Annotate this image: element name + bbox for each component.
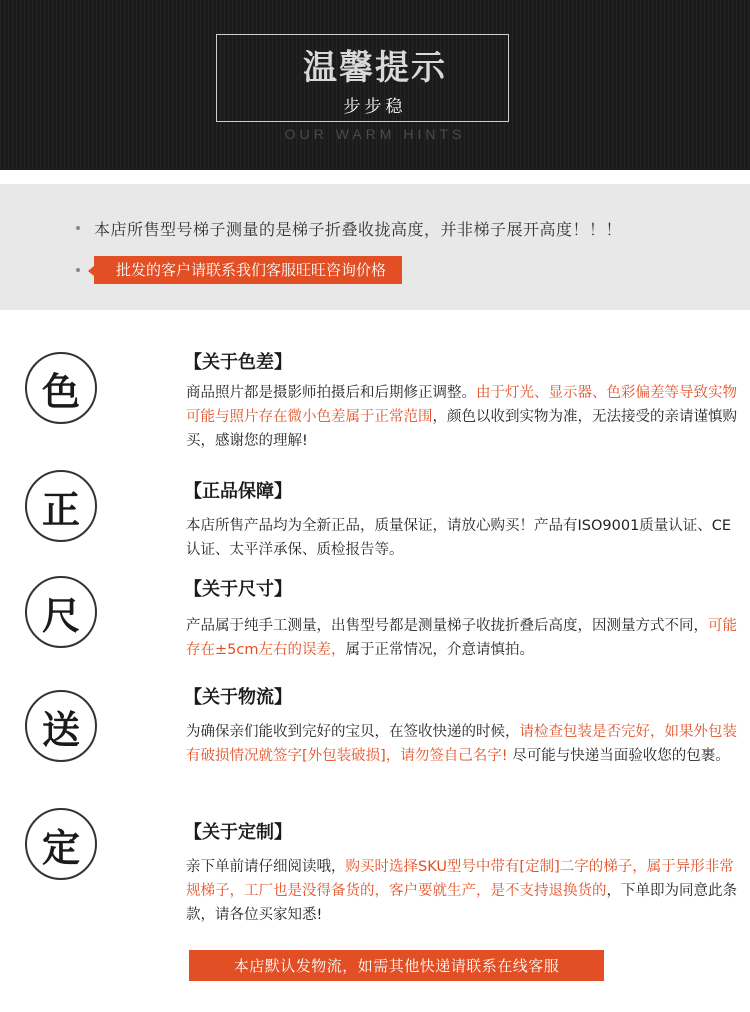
- shipping-badge-icon: 送: [25, 690, 97, 762]
- english-subtitle: OUR WARM HINTS: [284, 126, 466, 142]
- body-highlight: 请检查包装是否完好，如果外包装有破损情况就签字[外包装破损]，请勿签自己名字!: [186, 724, 737, 764]
- header-banner: [0, 0, 750, 170]
- notice-band: [0, 184, 750, 310]
- body-text: 亲下单前请仔细阅读哦，: [186, 859, 346, 875]
- body-highlight: 购买时选择SKU型号中带有[定制]二字的梯子，属于异形非常规梯子，工厂也是没得备货的，客户要就生产，是不支持退换货的: [186, 859, 734, 899]
- body-text: ，颜色以收到实物为准，无法接受的亲请谨慎购买，感谢您的理解!: [186, 409, 737, 449]
- body-highlight: 可能存在±5cm左右的误差，: [186, 618, 737, 658]
- body-text: ，下单即为同意此条款，请各位买家知悉!: [186, 883, 737, 923]
- color-badge-icon: 色: [25, 352, 97, 424]
- custom-badge-icon: 定: [25, 808, 97, 880]
- section-body-logistics: [186, 720, 738, 768]
- section-title-genuine: 【正品保障】: [184, 481, 292, 502]
- notice-text: 本店所售型号梯子测量的是梯子折叠收拢高度，并非梯子展开高度！！！: [94, 219, 623, 239]
- notice-item-wholesale: [76, 257, 402, 283]
- size-badge-icon: 尺: [25, 576, 97, 648]
- section-title-color: 【关于色差】: [184, 352, 292, 373]
- wholesale-banner: 批发的客户请联系我们客服旺旺咨询价格: [94, 256, 402, 284]
- body-text: 产品属于纯手工测量，出售型号都是测量梯子收拢折叠后高度，因测量方式不同，: [186, 618, 708, 634]
- body-text: 本店所售产品均为全新正品，质量保证，请放心购买！产品有ISO9001质量认证、CE认证、太平洋承保、质检报告等。: [186, 518, 732, 558]
- section-title-logistics: 【关于物流】: [184, 687, 292, 708]
- logistics-notice-banner: 本店默认发物流，如需其他快递请联系在线客服: [189, 950, 604, 981]
- brand-subtitle: 步步稳: [343, 97, 407, 117]
- section-body-color: [186, 381, 738, 453]
- bullet-icon: [76, 226, 80, 230]
- body-text: 属于正常情况，介意请慎拍。: [345, 642, 534, 658]
- notice-item-height: [76, 215, 622, 241]
- section-title-size: 【关于尺寸】: [184, 579, 292, 600]
- section-body-size: [186, 614, 738, 662]
- body-highlight: 由于灯光、显示器、色彩偏差等导致实物可能与照片存在微小色差属于正常范围: [186, 385, 737, 425]
- body-text: 尽可能与快递当面验收您的包裹。: [507, 748, 730, 764]
- body-text: 商品照片都是摄影师拍摄后和后期修正调整。: [186, 385, 476, 401]
- bullet-icon: [76, 268, 80, 272]
- section-title-custom: 【关于定制】: [184, 822, 292, 843]
- page-title: 温馨提示: [303, 48, 447, 88]
- section-body-genuine: [186, 514, 738, 562]
- genuine-badge-icon: 正: [25, 470, 97, 542]
- body-text: 为确保亲们能收到完好的宝贝，在签收快递的时候，: [186, 724, 520, 740]
- section-body-custom: [186, 855, 738, 927]
